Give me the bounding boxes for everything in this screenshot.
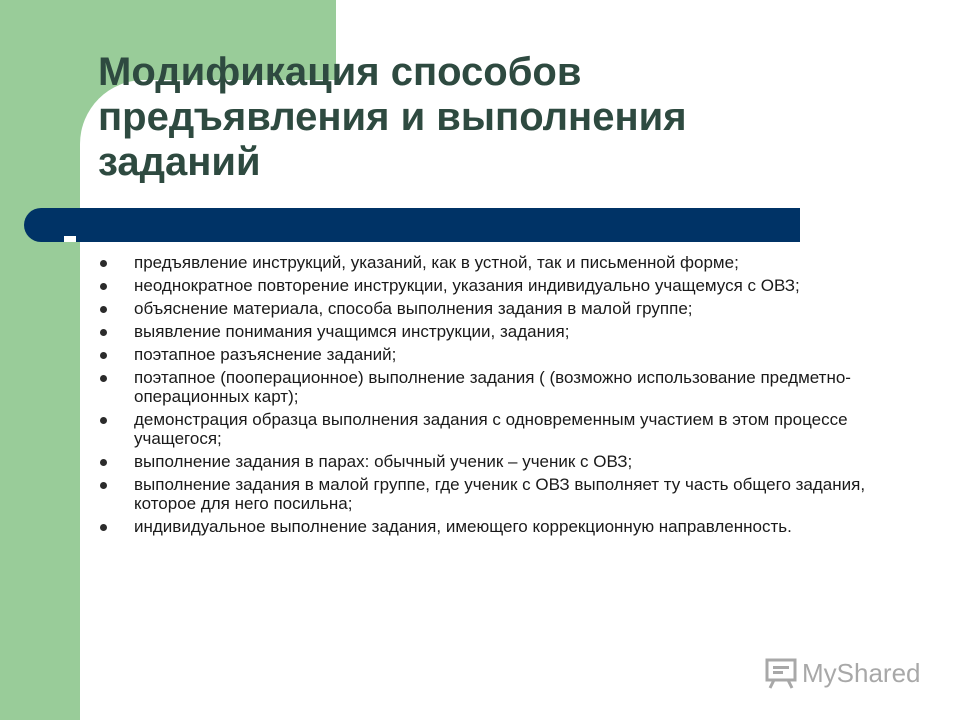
list-item-text: выполнение задания в парах: обычный ученик – ученик с ОВЗ; — [134, 452, 633, 471]
list-item-text: предъявление инструкций, указаний, как в устной, так и письменной форме; — [134, 253, 739, 272]
list-item-text: поэтапное разъяснение заданий; — [134, 345, 397, 364]
list-item — [100, 475, 900, 513]
bullet-icon — [100, 459, 107, 466]
list-item-text: выполнение задания в малой группе, где ученик с ОВЗ выполняет ту часть общего задания, которое для него посильна; — [134, 475, 866, 513]
list-item — [100, 517, 900, 536]
bullet-icon — [100, 283, 107, 290]
bullet-icon — [100, 352, 107, 359]
list-item — [100, 299, 900, 318]
title-line-1: Модификация способов — [98, 50, 582, 94]
bullet-icon — [100, 306, 107, 313]
divider-notch — [64, 236, 76, 242]
bullet-icon — [100, 417, 107, 424]
presentation-icon — [764, 656, 798, 690]
myshared-watermark[interactable] — [764, 656, 921, 690]
list-item-text: демонстрация образца выполнения задания с одновременным участием в этом процессе учащегося; — [134, 410, 848, 448]
watermark-text: MyShared — [802, 657, 921, 688]
bullet-icon — [100, 524, 107, 531]
list-item — [100, 410, 900, 448]
bullet-list — [100, 253, 900, 540]
list-item — [100, 345, 900, 364]
list-item — [100, 368, 900, 406]
bullet-icon — [100, 329, 107, 336]
list-item-text: индивидуальное выполнение задания, имеющего коррекционную направленность. — [134, 517, 792, 536]
list-item — [100, 276, 900, 295]
list-item-text: неоднократное повторение инструкции, указания индивидуально учащемуся с ОВЗ; — [134, 276, 800, 295]
list-item-text: выявление понимания учащимся инструкции, задания; — [134, 322, 570, 341]
bullet-icon — [100, 375, 107, 382]
list-item — [100, 322, 900, 341]
list-item-text: объяснение материала, способа выполнения задания в малой группе; — [134, 299, 693, 318]
title-line-3: заданий — [98, 140, 261, 184]
bullet-icon — [100, 482, 107, 489]
bullet-icon — [100, 260, 107, 267]
list-item — [100, 452, 900, 471]
slide-title — [98, 50, 818, 185]
title-line-2: предъявления и выполнения — [98, 95, 687, 139]
title-divider-bar — [24, 208, 800, 242]
list-item — [100, 253, 900, 272]
list-item-text: поэтапное (пооперационное) выполнение задания ( (возможно использование предметно-операционных карт); — [134, 368, 851, 406]
